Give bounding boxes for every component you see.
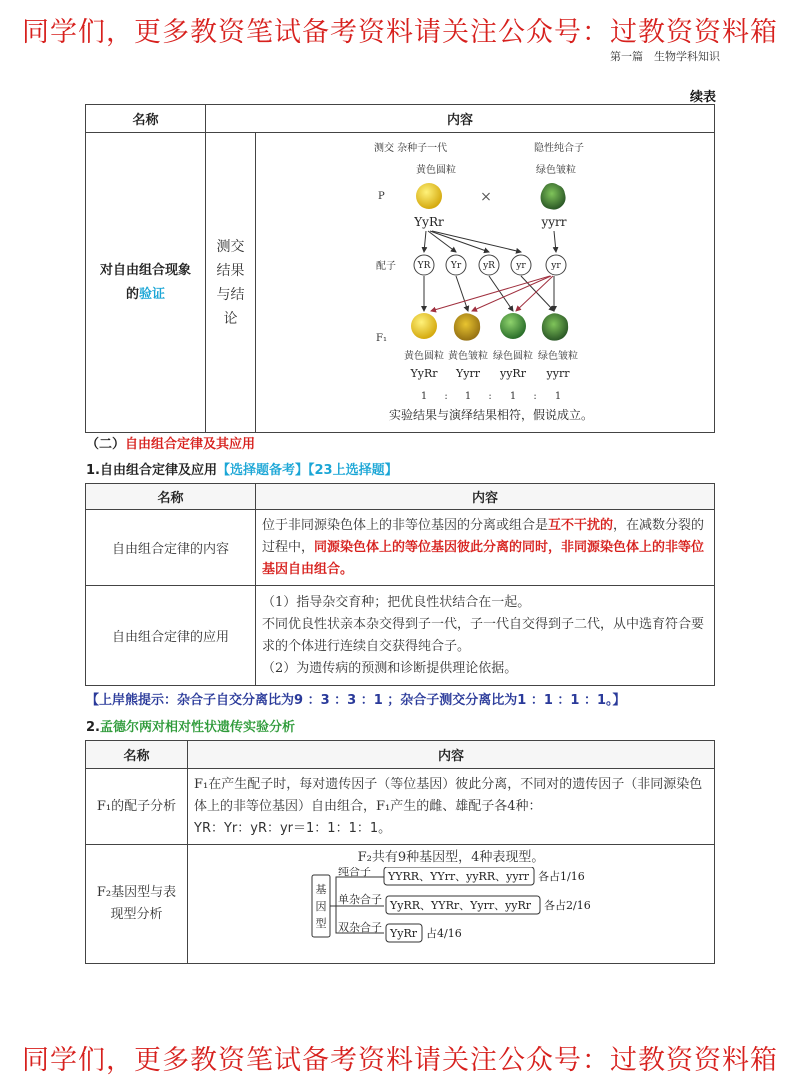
left-phenotype: 黄色圆粒 <box>416 165 456 176</box>
testcross-svg <box>256 133 714 428</box>
section-title <box>86 433 255 452</box>
t2-col-content: 内容 <box>256 484 715 510</box>
t3-col-name: 名称 <box>86 741 188 769</box>
t3-row1-content <box>188 769 715 845</box>
subsection-2-prefix: 2. <box>86 720 100 735</box>
ratio-sep-3: : <box>533 391 537 402</box>
section-prefix: （二） <box>86 437 126 452</box>
col-name-header: 名称 <box>86 105 206 133</box>
testcross-diagram <box>256 133 715 433</box>
tag-exam-year: 【23上选择题】 <box>308 463 398 478</box>
branch-3-note: 占4/16 <box>426 927 462 940</box>
gamete-label: 配子 <box>376 261 396 272</box>
row-name-line2a: 的 <box>125 286 139 302</box>
offspring-green-wrinkled-icon <box>542 313 568 340</box>
t3-row1-ratio: YR：Yr：yR：yr＝1：1：1：1。 <box>194 820 392 836</box>
t2-row1-content <box>256 510 715 586</box>
gamete-3: yR <box>483 261 495 271</box>
ratio-sep-2: : <box>488 391 492 402</box>
t3-row2-name-a: F₂基因型与表 <box>96 885 177 900</box>
branch-2-note: 各占2/16 <box>544 899 591 912</box>
t3-row2-content <box>188 845 715 964</box>
offspring-pheno-1: 黄色圆粒 <box>404 351 444 362</box>
sub-label-1: 测交 <box>216 238 245 255</box>
branch-2-label: 单杂合子 <box>338 893 382 906</box>
gamete-2: Yr <box>450 261 462 271</box>
t2-row2-line3: （2）为遗传病的预测和诊断提供理论依据。 <box>262 660 518 676</box>
offspring-green-round-icon <box>500 313 526 339</box>
t3-col-content: 内容 <box>188 741 715 769</box>
gamete-1: YR <box>417 261 431 271</box>
row-name-highlight: 验证 <box>139 286 166 302</box>
ratio-2: 1 <box>464 391 472 402</box>
col-content-header: 内容 <box>206 105 715 133</box>
subsection-1-text: 1.自由组合定律及应用 <box>86 463 217 478</box>
t2-row2-line2: 不同优良性状亲本杂交得到子一代，子一代自交得到子二代，从中选育符合要求的个体进行连续自交获得纯合子。 <box>262 616 705 654</box>
subsection-2-text: 孟德尔两对相对性状遗传实验分析 <box>99 720 295 735</box>
t2-row1-text-b: ，在减数分裂的过程中， <box>262 517 705 555</box>
t2-row2-content <box>256 586 715 686</box>
verification-table <box>85 104 715 433</box>
sub-label <box>206 133 256 433</box>
conclusion: 实验结果与演绎结果相符，假说成立。 <box>388 408 594 422</box>
sub-label-2: 结果 <box>216 262 245 279</box>
branch-1-note: 各占1/16 <box>538 870 585 883</box>
yellow-round-pea-icon <box>416 183 442 209</box>
ratio-1: 1 <box>420 391 428 402</box>
genotype-tree <box>188 867 708 953</box>
t2-col-name: 名称 <box>86 484 256 510</box>
top-banner: 同学们，更多教资笔试备考资料请关注公众号：过教资资料箱 <box>22 17 778 48</box>
offspring-pheno-4: 绿色皱粒 <box>538 351 578 362</box>
ratio-4: 1 <box>554 391 562 402</box>
t3-row2-name-b: 现型分析 <box>110 907 163 922</box>
right-top-label: 隐性纯合子 <box>534 143 584 154</box>
tip-note: 【上岸熊提示：杂合子自交分离比为9 ：3 ：3 ：1 ；杂合子测交分离比为1 ：1 ：1 ：1。】 <box>86 693 626 708</box>
t3-row1-name: F₁的配子分析 <box>86 769 188 845</box>
right-phenotype: 绿色皱粒 <box>536 165 576 176</box>
branch-1-label: 纯合子 <box>338 867 371 878</box>
offspring-geno-3: yyRr <box>500 367 526 380</box>
section-title-text: 自由组合定律及其应用 <box>125 437 256 452</box>
row-name <box>86 133 206 433</box>
t3-row2-head: F₂共有9种基因型，4种表现型。 <box>357 850 545 865</box>
t2-row1-emphasis-1: 互不干扰的 <box>548 517 614 533</box>
tag-exam-prep: 【选择题备考】 <box>216 463 308 478</box>
offspring-geno-2: Yyrr <box>456 367 480 380</box>
t2-row1-emphasis-2: 同源染色体上的等位基因彼此分离的同时，非同源染色体上的非等位基因自由组合。 <box>262 539 705 577</box>
offspring-geno-4: yyrr <box>546 367 570 380</box>
t3-row2-name <box>86 845 188 964</box>
branch-3-label: 双杂合子 <box>338 921 382 934</box>
f1-label: F₁ <box>376 333 387 344</box>
gamete-4: yr <box>516 261 526 271</box>
left-genotype: YyRr <box>414 215 444 229</box>
offspring-geno-1: YyRr <box>410 367 438 380</box>
subsection-2-title <box>86 716 295 735</box>
bottom-banner: 同学们，更多教资笔试备考资料请关注公众号：过教资资料箱 <box>22 1045 778 1076</box>
offspring-pheno-3: 绿色圆粒 <box>493 351 533 362</box>
sub-label-3: 与结 <box>216 286 245 303</box>
right-genotype: yyrr <box>541 215 567 229</box>
branch-1-items: YYRR、YYrr、yyRR、yyrr <box>388 870 530 883</box>
offspring-yellow-round-icon <box>411 313 437 339</box>
green-wrinkled-pea-icon <box>541 183 566 210</box>
gamete-5: yr <box>551 261 561 271</box>
subsection-1-title <box>86 459 398 478</box>
ratio-3: 1 <box>509 391 517 402</box>
row-name-line1: 对自由组合现象 <box>99 262 191 278</box>
analysis-table <box>85 740 715 964</box>
t2-row1-name: 自由组合定律的内容 <box>86 510 256 586</box>
left-top-label: 测交 杂种子一代 <box>374 143 448 154</box>
t2-row1-text-a: 位于非同源染色体上的非等位基因的分离或组合是 <box>262 517 549 533</box>
t2-row2-line1: （1）指导杂交育种；把优良性状结合在一起。 <box>262 594 531 610</box>
tree-root-3: 型 <box>315 917 327 930</box>
tree-root-1: 基 <box>315 883 327 896</box>
t2-row2-name: 自由组合定律的应用 <box>86 586 256 686</box>
offspring-pheno-2: 黄色皱粒 <box>448 351 488 362</box>
continued-label: 续表 <box>689 90 716 105</box>
offspring-yellow-wrinkled-icon <box>454 313 480 340</box>
sub-label-4: 论 <box>223 310 238 327</box>
ratio-sep-1: : <box>444 391 448 402</box>
branch-3-items: YyRr <box>390 927 418 940</box>
t3-row1-text: F₁在产生配子时，每对遗传因子（等位基因）彼此分离，不同对的遗传因子（非同源染色体上的非等位基因）自由组合，F₁产生的雌、雄配子各4种： <box>194 776 703 814</box>
branch-2-items: YyRR、YYRr、Yyrr、yyRr <box>390 899 532 912</box>
tree-root-2: 因 <box>315 900 327 913</box>
page-header: 第一篇 生物学科知识 <box>610 50 720 63</box>
p-label: P <box>378 191 385 202</box>
cross-symbol: × <box>480 189 492 205</box>
law-table <box>85 483 715 686</box>
